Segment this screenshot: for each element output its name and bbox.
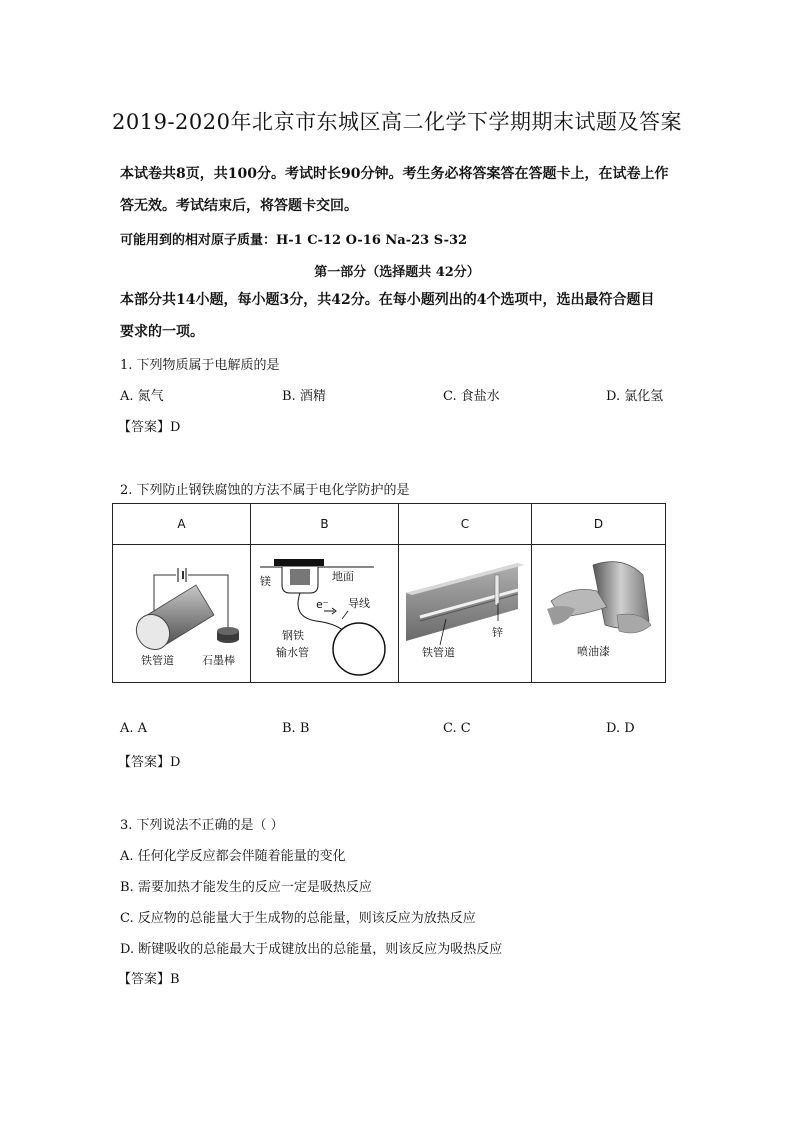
- fig-c-zn-label: 锌: [491, 626, 503, 639]
- q2-figure-d: [532, 545, 666, 683]
- q1-option-a: A. 氮气: [120, 389, 164, 404]
- fig-b-mg-label: 镁: [259, 575, 271, 588]
- page-title: 2019-2020年北京市东城区高二化学下学期期末试题及答案: [112, 110, 682, 134]
- zinc-block-illustration: [400, 545, 531, 679]
- q2-figure-a: [113, 545, 251, 683]
- fig-a-pipe-label: 铁管道: [140, 654, 174, 667]
- q2-option-a: A. A: [120, 721, 148, 736]
- q3-option-b: B. 需要加热才能发生的反应一定是吸热反应: [120, 880, 372, 895]
- q3-stem: 3. 下列说法不正确的是（ ）: [120, 818, 284, 833]
- q3-option-d: D. 断键吸收的总能最大于成键放出的总能量，则该反应为吸热反应: [120, 942, 503, 957]
- q2-figure-c: [399, 545, 532, 683]
- pipe-graphite-illustration: [114, 545, 250, 679]
- q3-option-a: A. 任何化学反应都会伴随着能量的变化: [120, 849, 346, 864]
- q2-header-d: D: [532, 504, 666, 545]
- part1-desc-line-2: 要求的一项。: [120, 324, 204, 340]
- intro-line-1: 本试卷共8页，共100分。考试时长90分钟。考生务必将答案答在答题卡上，在试卷上作: [120, 166, 669, 182]
- fig-b-steel-label: 钢铁: [281, 629, 304, 642]
- q2-header-a: A: [113, 504, 251, 545]
- q1-option-b: B. 酒精: [282, 389, 326, 404]
- q2-header-b: B: [251, 504, 399, 545]
- part1-heading: 第一部分（选择题共 42分）: [314, 265, 480, 280]
- q2-option-b: B. B: [282, 721, 310, 736]
- fig-d-paint-label: 喷油漆: [576, 645, 610, 658]
- atomic-masses: 可能用到的相对原子质量：H-1 C-12 O-16 Na-23 S-32: [120, 233, 468, 248]
- q1-stem: 1. 下列物质属于电解质的是: [120, 358, 280, 373]
- spray-paint-illustration: [533, 545, 665, 679]
- fig-b-pipe-label: 输水管: [275, 646, 309, 659]
- q2-option-c: C. C: [443, 721, 471, 736]
- q2-answer: 【答案】D: [118, 755, 181, 770]
- q2-header-c: C: [399, 504, 532, 545]
- fig-b-electron-label: e⁻: [315, 598, 329, 611]
- q3-answer: 【答案】B: [118, 972, 180, 987]
- q3-option-c: C. 反应物的总能量大于生成物的总能量，则该反应为放热反应: [120, 911, 476, 926]
- fig-a-rod-label: 石墨棒: [201, 654, 235, 667]
- magnesium-anode-illustration: [252, 545, 398, 679]
- fig-c-pipe-label: 铁管道: [421, 646, 455, 659]
- q2-stem: 2. 下列防止钢铁腐蚀的方法不属于电化学防护的是: [120, 483, 410, 498]
- q1-answer: 【答案】D: [118, 420, 181, 435]
- intro-line-2: 答无效。考试结束后，将答题卡交回。: [120, 198, 358, 214]
- fig-b-ground-label: 地面: [331, 570, 354, 583]
- q1-option-d: D. 氯化氢: [606, 389, 664, 404]
- q1-option-c: C. 食盐水: [443, 389, 500, 404]
- q2-figure-table: [112, 503, 666, 683]
- q2-figure-b: [251, 545, 399, 683]
- q2-option-d: D. D: [606, 721, 635, 736]
- part1-desc-line-1: 本部分共14小题，每小题3分，共42分。在每小题列出的4个选项中，选出最符合题目: [120, 292, 655, 308]
- fig-b-wire-label: 导线: [347, 597, 370, 610]
